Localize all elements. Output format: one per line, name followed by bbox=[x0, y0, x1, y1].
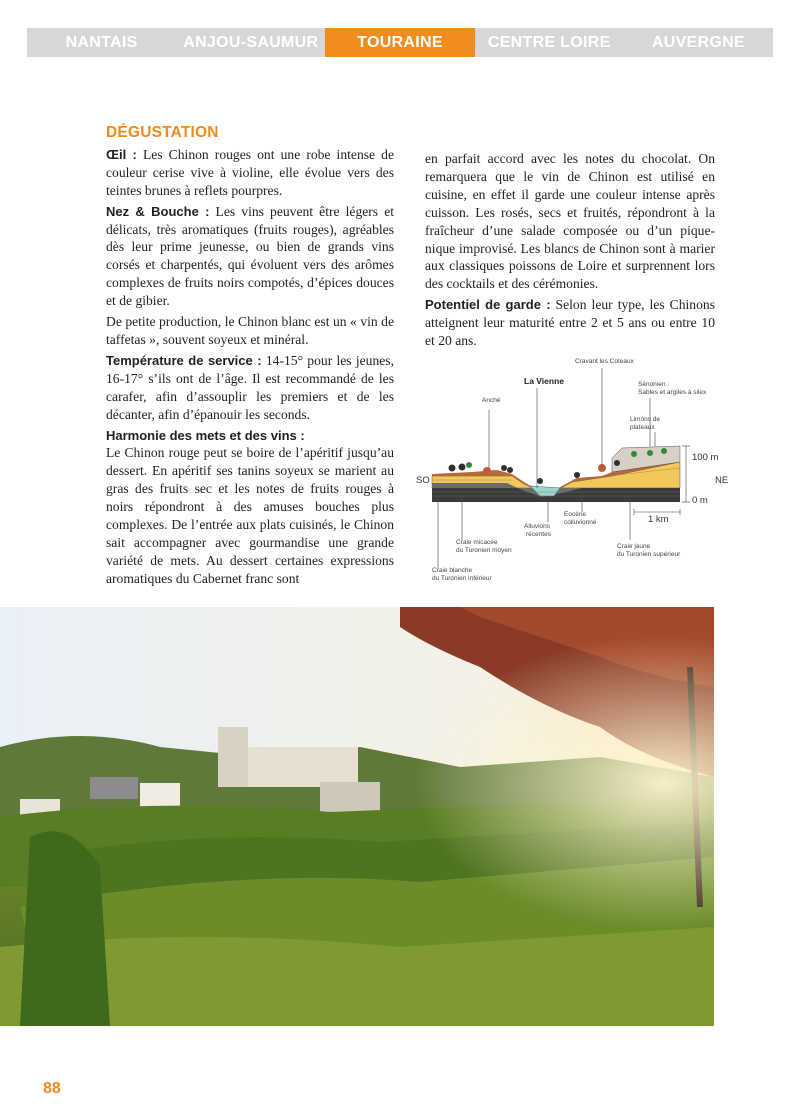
region-tab-nantais[interactable]: NANTAIS bbox=[65, 33, 138, 51]
label-100m: 100 m bbox=[692, 452, 719, 463]
region-tab-centre-loire[interactable]: CENTRE LOIRE bbox=[487, 33, 611, 51]
label-river: La Vienne bbox=[524, 376, 564, 386]
paragraph-chinon-blanc: De petite production, le Chinon blanc est un « vin de taffetas », souvent soyeux et minéral. bbox=[106, 314, 394, 347]
label-0m: 0 m bbox=[692, 495, 708, 506]
lead-harmonie: Harmonie des mets et des vins : bbox=[106, 427, 305, 443]
label-1km: 1 km bbox=[648, 514, 669, 525]
label-eocene-1: Eocène bbox=[564, 511, 587, 518]
label-craie-micacee-2: du Turonien moyen bbox=[456, 547, 512, 554]
label-cravant: Cravant les Coteaux bbox=[575, 358, 634, 365]
paragraph-oeil bbox=[106, 146, 394, 200]
label-limons-1: Limons de bbox=[630, 416, 660, 423]
label-eocene-2: colluvionné bbox=[564, 519, 597, 526]
label-anche: Anché bbox=[482, 397, 501, 404]
paragraph-accords: en parfait accord avec les notes du chocolat. On remarquera que le vin de Chinon est utilisé en cuisine, en effet il garde une couleur intense après cuisson. Les rosés, secs et fruités, répondront à la fraîcheur d’une salade composée ou d’un pique-nique improvisé. Les blancs de Chinon sont à marier aux classiques poissons de Loire et surprennent lors des cocktails et des cérémonies. bbox=[425, 151, 715, 292]
vineyard-photo-svg bbox=[0, 607, 714, 1026]
label-craie-blanche-1: Craie blanche bbox=[432, 567, 473, 574]
geology-diagram bbox=[412, 350, 742, 590]
right-column bbox=[425, 150, 715, 353]
text-oeil: Les Chinon rouges ont une robe intense de couleur cerise vive à violine, elle évolue vers des teintes brunes à reflets pourpres. bbox=[106, 146, 394, 198]
label-craie-jaune-2: du Turonien supérieur bbox=[617, 551, 681, 558]
region-nav bbox=[27, 28, 773, 57]
ground-layers bbox=[432, 446, 682, 504]
label-alluvions-1: Alluvions bbox=[524, 523, 551, 530]
heading-harmonie bbox=[106, 427, 394, 445]
left-column bbox=[106, 124, 394, 591]
label-senonien-1: Sénonien : bbox=[638, 381, 670, 388]
lead-temperature: Température de service : bbox=[106, 352, 262, 368]
geology-diagram-svg bbox=[412, 350, 742, 590]
label-ne: NE bbox=[715, 475, 729, 486]
region-tab-auvergne[interactable]: AUVERGNE bbox=[651, 33, 745, 51]
label-alluvions-2: récentes bbox=[526, 531, 551, 538]
label-senonien-2: Sables et argiles à silex bbox=[638, 389, 707, 396]
lead-potentiel: Potentiel de garde : bbox=[425, 297, 551, 313]
section-title: DÉGUSTATION bbox=[106, 124, 219, 141]
label-craie-blanche-2: du Turonien inférieur bbox=[432, 575, 492, 582]
lead-oeil: Œil : bbox=[106, 146, 137, 162]
text-nez-bouche: Les vins peuvent être légers et délicats, très aromatiques (fruits rouges), agréables dès leur prime jeunesse, ou bien de grands vins corsés et charpentés, qui évoluent vers des arômes complexes de fruits noirs compotés, d’épices douces et de gibier. bbox=[106, 203, 394, 309]
vineyard-photo bbox=[0, 607, 714, 1026]
text-temperature: 14-15° pour les jeunes, 16-17° s’ils ont de l’âge. Il est recommandé de les carafer, afin d’assouplir les premiers et de les décanter, afin d’épanouir les seconds. bbox=[106, 352, 395, 422]
text-potentiel: Selon leur type, les Chinons atteignent leur maturité entre 2 et 5 ans ou entre 10 et 20 ans. bbox=[425, 297, 715, 349]
label-so: SO bbox=[416, 475, 430, 486]
paragraph-potentiel bbox=[425, 296, 715, 350]
label-craie-jaune-1: Craie jaune bbox=[617, 543, 651, 550]
paragraph-nez-bouche bbox=[106, 203, 394, 310]
paragraph-temperature bbox=[106, 352, 394, 424]
page-number: 88 bbox=[43, 1080, 61, 1097]
lead-nez-bouche: Nez & Bouche : bbox=[106, 203, 210, 219]
label-craie-micacee-1: Craie micacée bbox=[456, 539, 498, 546]
region-tab-touraine[interactable]: TOURAINE bbox=[325, 28, 474, 57]
paragraph-harmonie: Le Chinon rouge peut se boire de l’apéritif jusqu’au dessert. En apéritif ses tanins soyeux se marient au gras des fruits sec et les notes de fruits rouges à noirs répondront à des amuses bouches plus complexes. De l’entrée aux plats cuisinés, le Chinon sait accompagner avec gourmandise une grande variété de mets. Au dessert certaines expressions aromatiques du Cabernet franc sont bbox=[106, 445, 394, 586]
label-limons-2: plateaux bbox=[630, 424, 655, 431]
region-tab-anjou-saumur[interactable]: ANJOU-SAUMUR bbox=[183, 33, 319, 51]
